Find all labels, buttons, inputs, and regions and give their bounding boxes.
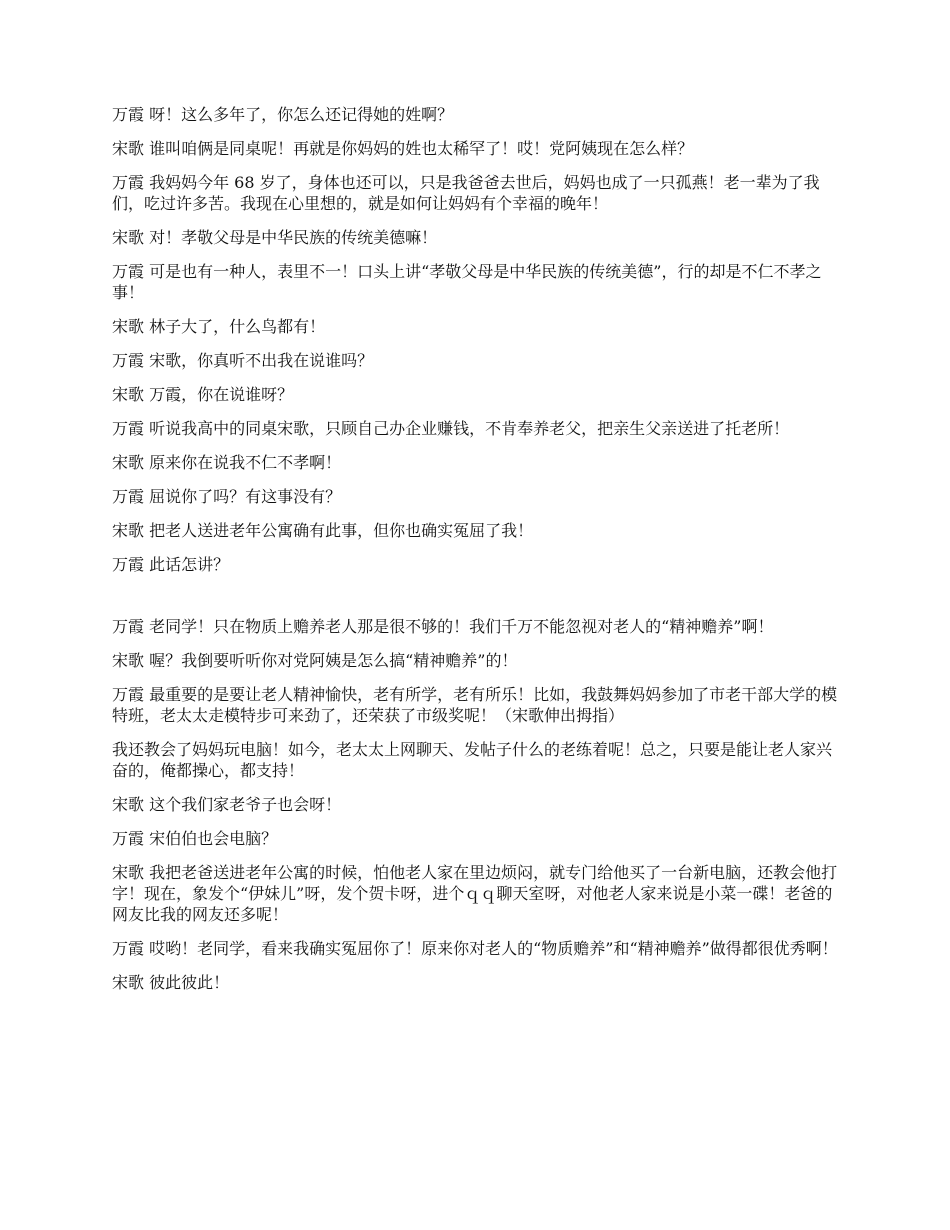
- dialogue-line: 宋歌 谁叫咱俩是同桌呢！再就是你妈妈的姓也太稀罕了！哎！党阿姨现在怎么样？: [112, 139, 694, 158]
- dialogue-line: 万霞 此话怎讲？: [112, 555, 230, 574]
- dialogue-line: 万霞 宋歌，你真听不出我在说谁吗？: [112, 351, 374, 370]
- dialogue-line: 宋歌 这个我们家老爷子也会呀！: [112, 795, 342, 814]
- dialogue-line: 万霞 呀！这么多年了，你怎么还记得她的姓啊？: [112, 105, 454, 124]
- dialogue-line: 万霞 可是也有一种人，表里不一！口头上讲“孝敬父母是中华民族的传统美德”，行的却是不仁不孝之事！: [112, 262, 822, 302]
- dialogue-line: 万霞 我妈妈今年 68 岁了，身体也还可以，只是我爸爸去世后，妈妈也成了一只孤燕！老一辈为了我们，吃过许多苦。我现在心里想的，就是如何让妈妈有个幸福的晚年！: [112, 173, 820, 213]
- dialogue-line: 万霞 老同学！只在物质上赡养老人那是很不够的！我们千万不能忽视对老人的“精神赡养”啊！: [112, 617, 774, 636]
- dialogue-line: 宋歌 把老人送进老年公寓确有此事，但你也确实冤屈了我！: [112, 521, 534, 540]
- dialogue-line: 宋歌 喔？我倒要听听你对党阿姨是怎么搞“精神赡养”的！: [112, 651, 518, 670]
- dialogue-line: 万霞 宋伯伯也会电脑？: [112, 829, 278, 848]
- section-gap: [112, 588, 840, 616]
- dialogue-line: 万霞 哎哟！老同学，看来我确实冤屈你了！原来你对老人的“物质赡养”和“精神赡养”做得都很优秀啊！: [112, 939, 838, 958]
- dialogue-line: 宋歌 万霞，你在说谁呀？: [112, 385, 294, 404]
- dialogue-block-1: [112, 104, 840, 575]
- dialogue-line: 我还教会了妈妈玩电脑！如今，老太太上网聊天、发帖子什么的老练着呢！总之，只要是能让老人家兴奋的，俺都操心，都支持！: [112, 740, 833, 780]
- dialogue-line: 宋歌 彼此彼此！: [112, 973, 230, 992]
- document-page: [112, 104, 840, 1006]
- dialogue-line: 宋歌 原来你在说我不仁不孝啊！: [112, 453, 342, 472]
- dialogue-line: 万霞 听说我高中的同桌宋歌，只顾自己办企业赚钱，不肯奉养老父，把亲生父亲送进了托老所！: [112, 419, 790, 438]
- dialogue-line: 宋歌 林子大了，什么鸟都有！: [112, 317, 326, 336]
- dialogue-line: 万霞 最重要的是要让老人精神愉快，老有所学，老有所乐！比如，我鼓舞妈妈参加了市老干部大学的模特班，老太太走模特步可来劲了，还荣获了市级奖呢！（宋歌伸出拇指）: [112, 685, 838, 725]
- dialogue-line: 万霞 屈说你了吗？有这事没有？: [112, 487, 342, 506]
- dialogue-line: 宋歌 我把老爸送进老年公寓的时候，怕他老人家在里边烦闷，就专门给他买了一台新电脑，还教会他打字！现在，象发个“伊妹儿”呀，发个贺卡呀，进个ｑｑ聊天室呀，对他老人家来说是小菜一碟！老爸的网友比我的网友还多呢！: [112, 863, 838, 924]
- dialogue-block-2: [112, 616, 840, 993]
- dialogue-line: 宋歌 对！孝敬父母是中华民族的传统美德嘛！: [112, 228, 438, 247]
